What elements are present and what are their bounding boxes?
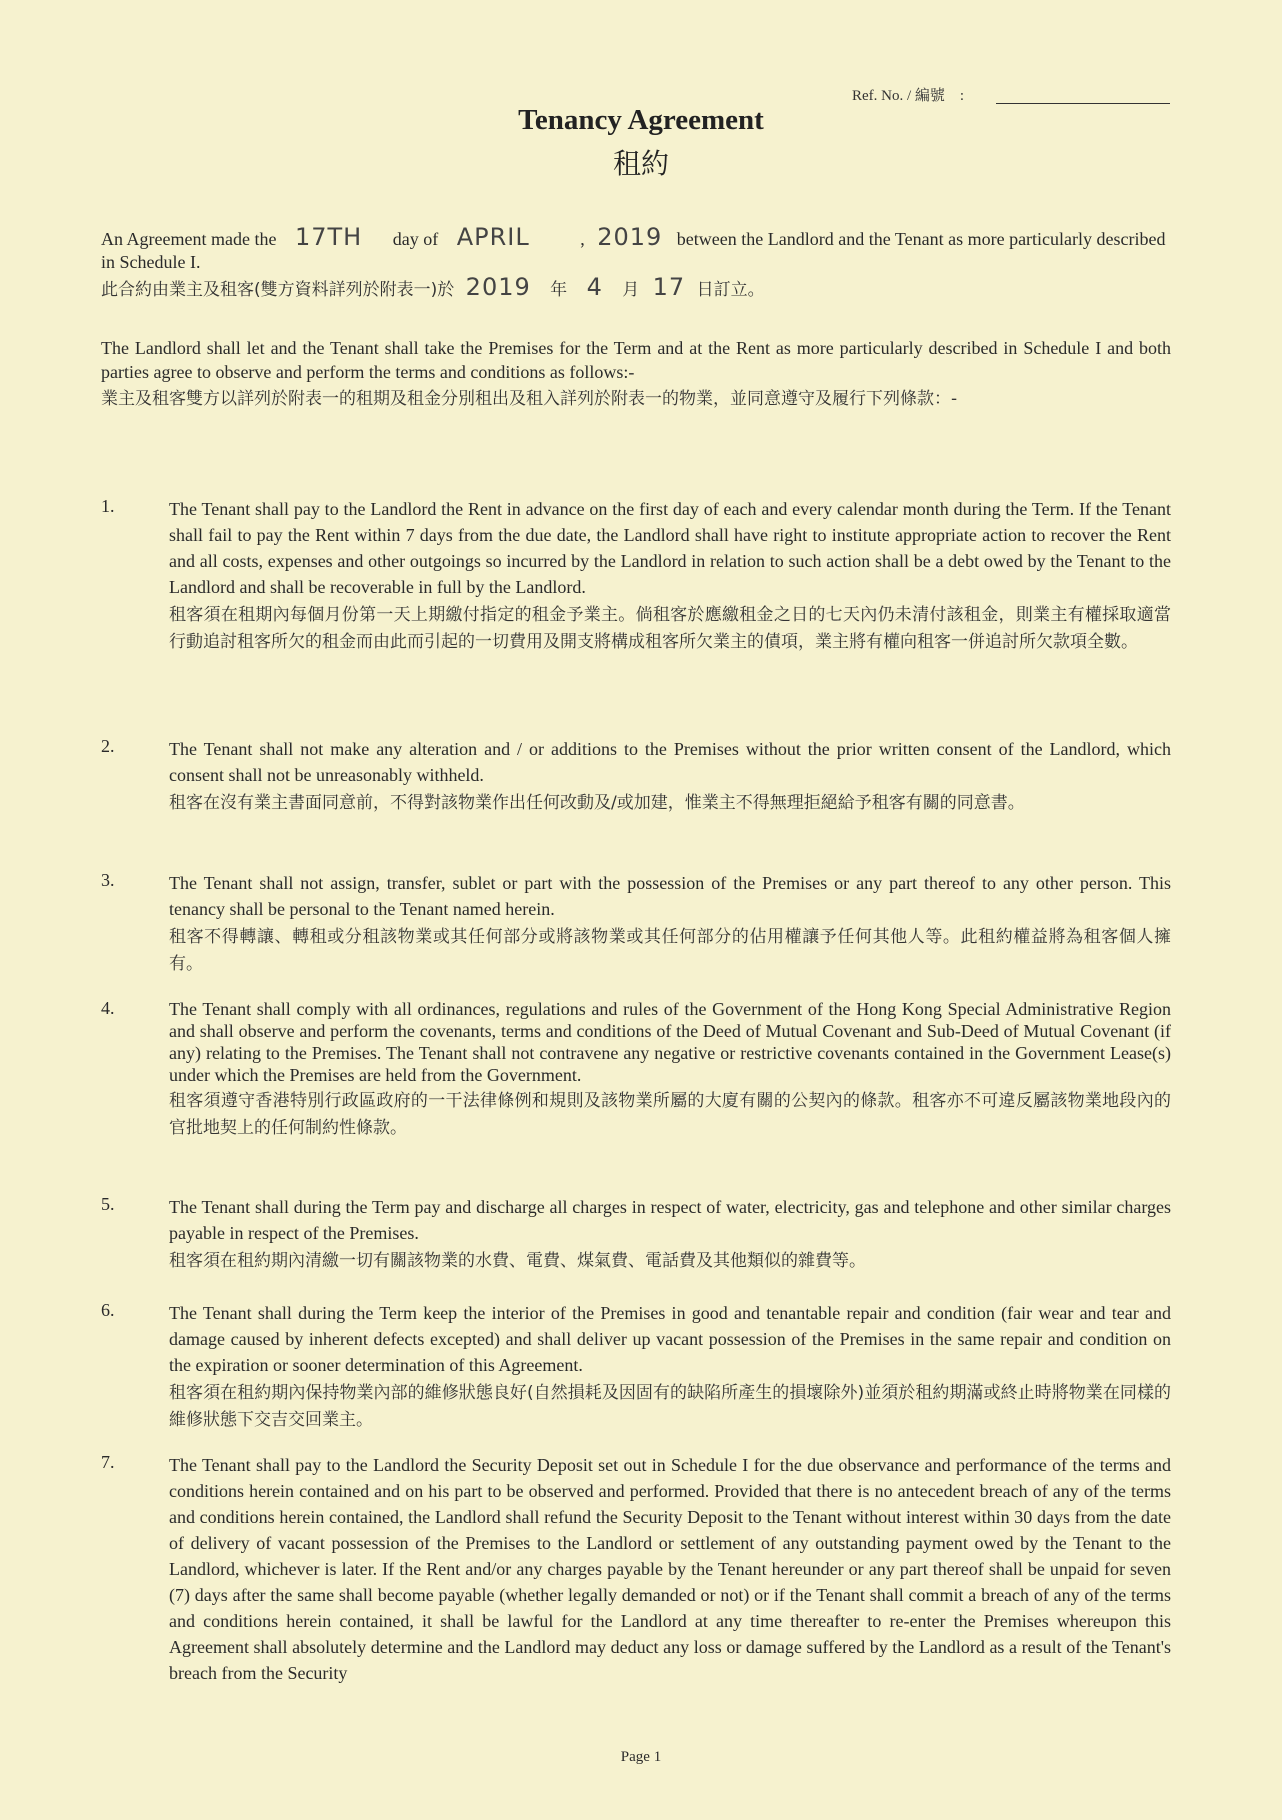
handwritten-zh-month: 4 [586, 273, 603, 301]
agreement-intro [101, 223, 1171, 302]
preamble-en: The Landlord shall let and the Tenant shall take the Premises for the Term and at the Rent as more particularly described in Schedule I and both parties agree to observe and perform the terms and conditions as follows:- [101, 338, 1171, 382]
ref-no-label: Ref. No. / 編號 : [852, 88, 965, 104]
intro-zh-line [101, 273, 1171, 302]
clause-number: 3. [101, 870, 115, 890]
handwritten-month: APRIL [456, 223, 530, 251]
clause-text-en: The Tenant shall comply with all ordinances, regulations and rules of the Government of the Hong Kong Special Administrative Region and shall observe and perform the covenants, terms and conditions of the Deed of Mutual Covenant and Sub-Deed of Mutual Covenant (if any) relating to the Premises. The Tenant shall not contravene any negative or restrictive covenants contained in the Government Lease(s) under which the Premises are held from the Government. [169, 999, 1171, 1085]
clause-text-en: The Tenant shall during the Term pay and discharge all charges in respect of water, electricity, gas and telephone and other similar charges payable in respect of the Premises. [169, 1197, 1171, 1243]
clause-text-zh: 租客不得轉讓、轉租或分租該物業或其任何部分或將該物業或其任何部分的佔用權讓予任何其他人等。此租約權益將為租客個人擁有。 [169, 927, 1171, 974]
intro-zh-text-4: 日訂立。 [696, 280, 765, 300]
intro-en-line [101, 223, 1171, 274]
document-title: Tenancy Agreement [518, 104, 764, 136]
clause-text-en: The Tenant shall not make any alteration and / or additions to the Premises without the prior written consent of the Landlord, which consent shall not be unreasonably withheld. [169, 739, 1171, 785]
clause-number: 6. [101, 1300, 115, 1320]
document-title-zh: 租約 [612, 147, 669, 180]
clause-number: 1. [101, 496, 115, 516]
clause-text-en: The Tenant shall not assign, transfer, sublet or part with the possession of the Premises or any part thereof to any other person. This tenancy shall be personal to the Tenant named herein. [169, 873, 1171, 919]
clause-number: 2. [101, 736, 115, 756]
clause-number: 7. [101, 1452, 115, 1472]
intro-zh-text-2: 年 [550, 280, 568, 300]
handwritten-zh-day: 17 [652, 273, 686, 301]
handwritten-zh-year: 2019 [465, 273, 531, 301]
intro-text-1: An Agreement made the [101, 229, 277, 249]
clause-number: 4. [101, 998, 115, 1018]
intro-zh-text-3: 月 [622, 280, 640, 300]
clause-text-en: The Tenant shall during the Term keep the interior of the Premises in good and tenantable repair and condition (fair wear and tear and damage caused by inherent defects excepted) and shall deliver up vacant possession of the Premises in the same repair and condition on the expiration or sooner determination of this Agreement. [169, 1303, 1171, 1375]
preamble-zh: 業主及租客雙方以詳列於附表一的租期及租金分別租出及租入詳列於附表一的物業，並同意遵守及履行下列條款：- [101, 389, 958, 409]
clause-text-zh: 租客須在租約期內清繳一切有關該物業的水費、電費、煤氣費、電話費及其他類似的雜費等。 [169, 1251, 866, 1271]
clause-text-en: The Tenant shall pay to the Landlord the Rent in advance on the first day of each and every calendar month during the Term. If the Tenant shall fail to pay the Rent within 7 days from the due date, the Landlord shall have right to institute appropriate action to recover the Rent and all costs, expenses and other outgoings so incurred by the Landlord in relation to such action shall be a debt owed by the Tenant to the Landlord and shall be recoverable in full by the Landlord. [169, 499, 1171, 597]
handwritten-year: 2019 [597, 223, 663, 251]
intro-text-3: , [580, 229, 585, 249]
preamble [101, 336, 1171, 413]
clause-text-zh: 租客須在租約期內保持物業內部的維修狀態良好(自然損耗及因固有的缺陷所產生的損壞除外)並須於租約期滿或終止時將物業在同樣的維修狀態下交吉交回業主。 [169, 1383, 1171, 1430]
intro-zh-text-1: 此合約由業主及租客(雙方資料詳列於附表一)於 [101, 280, 455, 300]
clause-number: 5. [101, 1194, 115, 1214]
clause-text-zh: 租客須在租期內每個月份第一天上期繳付指定的租金予業主。倘租客於應繳租金之日的七天內仍未清付該租金，則業主有權採取適當行動追討租客所欠的租金而由此而引起的一切費用及開支將構成租客所欠業主的債項，業主將有權向租客一併追討所欠款項全數。 [169, 605, 1171, 652]
intro-text-2: day of [392, 229, 439, 249]
clause-text-zh: 租客在沒有業主書面同意前，不得對該物業作出任何改動及/或加建，惟業主不得無理拒絕給予租客有關的同意書。 [169, 793, 1025, 813]
clause-text-zh: 租客須遵守香港特別行政區政府的一干法律條例和規則及該物業所屬的大廈有關的公契內的條款。租客亦不可違反屬該物業地段內的官批地契上的任何制約性條款。 [169, 1091, 1171, 1138]
page-number: Page 1 [620, 1749, 662, 1765]
intro-text-4: between the Landlord and the Tenant as more particularly described in Schedule I. [101, 229, 1166, 272]
handwritten-day: 17TH [294, 223, 363, 251]
clause-text-en: The Tenant shall pay to the Landlord the Security Deposit set out in Schedule I for the due observance and performance of the terms and conditions herein contained and on his part to be observed and performed. Provided that there is no antecedent breach of any of the terms and conditions herein contained, the Landlord shall refund the Security Deposit to the Tenant without interest within 30 days from the date of delivery of vacant possession of the Premises to the Landlord or settlement of any outstanding payment owed by the Tenant to the Landlord, whichever is later. If the Rent and/or any charges payable by the Tenant hereunder or any part thereof shall be unpaid for seven (7) days after the same shall become payable (whether legally demanded or not) or if the Tenant shall commit a breach of any of the terms and conditions herein contained, it shall be lawful for the Landlord at any time thereafter to re-enter the Premises whereupon this Agreement shall absolutely determine and the Landlord may deduct any loss or damage suffered by the Landlord as a result of the Tenant's breach from the Security [169, 1455, 1171, 1683]
